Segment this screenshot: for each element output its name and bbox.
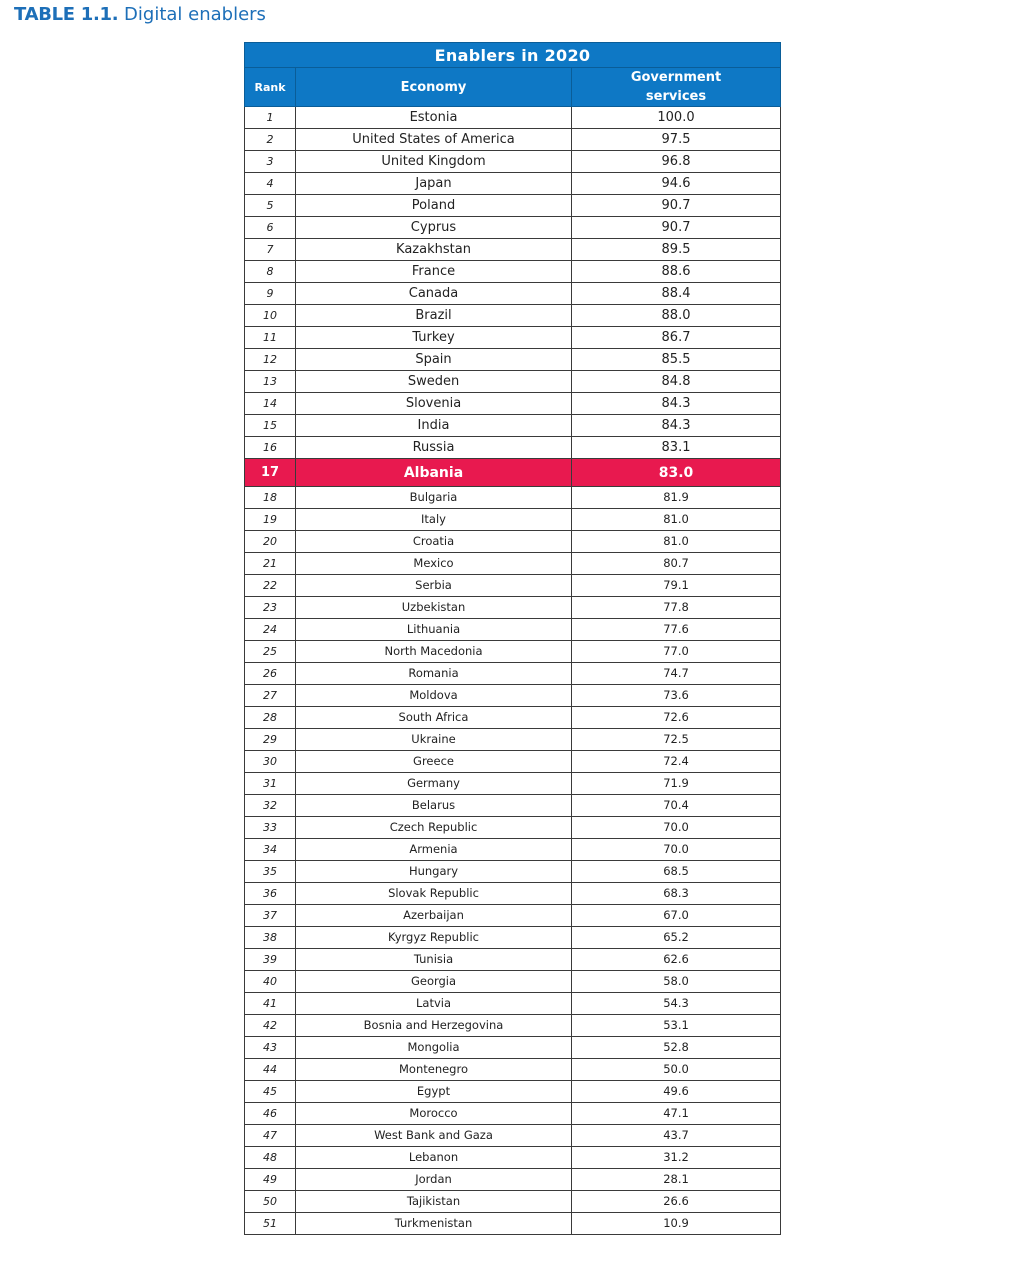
economy-cell: United Kingdom [296, 151, 572, 173]
column-header-government-services [572, 68, 781, 107]
rank-cell: 37 [245, 905, 296, 927]
table-row [245, 1081, 781, 1103]
table-row [245, 927, 781, 949]
government-services-cell: 72.4 [572, 751, 781, 773]
table-row [245, 1015, 781, 1037]
table-row [245, 817, 781, 839]
column-header-row [245, 68, 781, 107]
economy-cell: Armenia [296, 839, 572, 861]
rank-cell: 33 [245, 817, 296, 839]
table-body [245, 107, 781, 1235]
rank-cell: 7 [245, 239, 296, 261]
government-services-cell: 90.7 [572, 195, 781, 217]
rank-cell: 26 [245, 663, 296, 685]
column-header-economy: Economy [296, 68, 572, 107]
economy-cell: Greece [296, 751, 572, 773]
rank-cell: 45 [245, 1081, 296, 1103]
rank-cell: 29 [245, 729, 296, 751]
government-services-cell: 83.0 [572, 459, 781, 487]
table-row [245, 839, 781, 861]
government-services-cell: 26.6 [572, 1191, 781, 1213]
government-services-cell: 84.3 [572, 415, 781, 437]
table-row [245, 151, 781, 173]
government-services-cell: 52.8 [572, 1037, 781, 1059]
rank-cell: 39 [245, 949, 296, 971]
government-services-cell: 54.3 [572, 993, 781, 1015]
economy-cell: Russia [296, 437, 572, 459]
government-services-cell: 88.0 [572, 305, 781, 327]
economy-cell: Slovenia [296, 393, 572, 415]
government-services-cell: 65.2 [572, 927, 781, 949]
table-row [245, 949, 781, 971]
table-row [245, 327, 781, 349]
table-caption [14, 4, 266, 26]
caption-label: TABLE 1.1. [14, 4, 119, 25]
table-row [245, 1125, 781, 1147]
rank-cell: 31 [245, 773, 296, 795]
rank-cell: 27 [245, 685, 296, 707]
economy-cell: United States of America [296, 129, 572, 151]
column-header-rank: Rank [245, 68, 296, 107]
table-row [245, 1037, 781, 1059]
enablers-table [244, 42, 781, 1235]
table-row [245, 619, 781, 641]
government-services-cell: 96.8 [572, 151, 781, 173]
rank-cell: 42 [245, 1015, 296, 1037]
rank-cell: 10 [245, 305, 296, 327]
economy-cell: Montenegro [296, 1059, 572, 1081]
rank-cell: 13 [245, 371, 296, 393]
government-services-cell: 53.1 [572, 1015, 781, 1037]
rank-cell: 18 [245, 487, 296, 509]
economy-cell: Lithuania [296, 619, 572, 641]
table-row [245, 107, 781, 129]
economy-cell: Ukraine [296, 729, 572, 751]
table-row [245, 773, 781, 795]
government-services-cell: 73.6 [572, 685, 781, 707]
table-row [245, 129, 781, 151]
table-row [245, 173, 781, 195]
rank-cell: 48 [245, 1147, 296, 1169]
table-row [245, 531, 781, 553]
economy-cell: Cyprus [296, 217, 572, 239]
government-services-cell: 70.0 [572, 839, 781, 861]
economy-cell: Mexico [296, 553, 572, 575]
government-services-cell: 85.5 [572, 349, 781, 371]
economy-cell: Tajikistan [296, 1191, 572, 1213]
rank-cell: 23 [245, 597, 296, 619]
rank-cell: 32 [245, 795, 296, 817]
table-row [245, 283, 781, 305]
economy-cell: West Bank and Gaza [296, 1125, 572, 1147]
government-services-cell: 97.5 [572, 129, 781, 151]
rank-cell: 8 [245, 261, 296, 283]
table-row [245, 217, 781, 239]
economy-cell: Sweden [296, 371, 572, 393]
gov-header-line-2: services [645, 89, 707, 104]
group-header: Enablers in 2020 [245, 43, 781, 68]
rank-cell: 17 [245, 459, 296, 487]
table-row [245, 437, 781, 459]
economy-cell: Kyrgyz Republic [296, 927, 572, 949]
government-services-cell: 49.6 [572, 1081, 781, 1103]
government-services-cell: 88.6 [572, 261, 781, 283]
table-row [245, 487, 781, 509]
table-row [245, 575, 781, 597]
table-row [245, 597, 781, 619]
rank-cell: 36 [245, 883, 296, 905]
government-services-cell: 89.5 [572, 239, 781, 261]
rank-cell: 47 [245, 1125, 296, 1147]
rank-cell: 1 [245, 107, 296, 129]
economy-cell: South Africa [296, 707, 572, 729]
rank-cell: 41 [245, 993, 296, 1015]
economy-cell: Jordan [296, 1169, 572, 1191]
economy-cell: Albania [296, 459, 572, 487]
table-row [245, 751, 781, 773]
rank-cell: 15 [245, 415, 296, 437]
government-services-cell: 77.8 [572, 597, 781, 619]
table-row [245, 1169, 781, 1191]
table-row [245, 663, 781, 685]
government-services-cell: 47.1 [572, 1103, 781, 1125]
table-row [245, 1191, 781, 1213]
economy-cell: Hungary [296, 861, 572, 883]
government-services-cell: 58.0 [572, 971, 781, 993]
table-row [245, 993, 781, 1015]
economy-cell: Moldova [296, 685, 572, 707]
rank-cell: 20 [245, 531, 296, 553]
table-row-highlighted [245, 459, 781, 487]
economy-cell: Bulgaria [296, 487, 572, 509]
rank-cell: 19 [245, 509, 296, 531]
table-row [245, 349, 781, 371]
rank-cell: 49 [245, 1169, 296, 1191]
rank-cell: 24 [245, 619, 296, 641]
table-row [245, 415, 781, 437]
government-services-cell: 86.7 [572, 327, 781, 349]
table-row [245, 795, 781, 817]
economy-cell: Canada [296, 283, 572, 305]
government-services-cell: 70.0 [572, 817, 781, 839]
table-row [245, 195, 781, 217]
economy-cell: Poland [296, 195, 572, 217]
table-row [245, 239, 781, 261]
economy-cell: Turkmenistan [296, 1213, 572, 1235]
economy-cell: Spain [296, 349, 572, 371]
rank-cell: 38 [245, 927, 296, 949]
table-row [245, 707, 781, 729]
rank-cell: 30 [245, 751, 296, 773]
rank-cell: 50 [245, 1191, 296, 1213]
rank-cell: 28 [245, 707, 296, 729]
government-services-cell: 88.4 [572, 283, 781, 305]
table-row [245, 1213, 781, 1235]
group-header-row [245, 43, 781, 68]
economy-cell: Slovak Republic [296, 883, 572, 905]
government-services-cell: 72.6 [572, 707, 781, 729]
rank-cell: 2 [245, 129, 296, 151]
gov-header-line-1: Government [630, 70, 722, 85]
table-row [245, 641, 781, 663]
caption-title: Digital enablers [124, 4, 266, 25]
rank-cell: 6 [245, 217, 296, 239]
table-row [245, 261, 781, 283]
government-services-cell: 94.6 [572, 173, 781, 195]
rank-cell: 16 [245, 437, 296, 459]
table-row [245, 553, 781, 575]
economy-cell: Lebanon [296, 1147, 572, 1169]
government-services-cell: 77.6 [572, 619, 781, 641]
economy-cell: Brazil [296, 305, 572, 327]
government-services-cell: 68.3 [572, 883, 781, 905]
table-row [245, 1103, 781, 1125]
table-row [245, 1147, 781, 1169]
rank-cell: 12 [245, 349, 296, 371]
rank-cell: 22 [245, 575, 296, 597]
economy-cell: Serbia [296, 575, 572, 597]
economy-cell: Turkey [296, 327, 572, 349]
rank-cell: 3 [245, 151, 296, 173]
rank-cell: 34 [245, 839, 296, 861]
government-services-cell: 72.5 [572, 729, 781, 751]
economy-cell: Japan [296, 173, 572, 195]
government-services-cell: 81.9 [572, 487, 781, 509]
government-services-cell: 81.0 [572, 509, 781, 531]
economy-cell: Belarus [296, 795, 572, 817]
rank-cell: 44 [245, 1059, 296, 1081]
government-services-cell: 70.4 [572, 795, 781, 817]
government-services-cell: 84.8 [572, 371, 781, 393]
economy-cell: Mongolia [296, 1037, 572, 1059]
table-row [245, 371, 781, 393]
rank-cell: 11 [245, 327, 296, 349]
government-services-cell: 83.1 [572, 437, 781, 459]
economy-cell: Romania [296, 663, 572, 685]
economy-cell: Azerbaijan [296, 905, 572, 927]
government-services-cell: 50.0 [572, 1059, 781, 1081]
government-services-cell: 31.2 [572, 1147, 781, 1169]
government-services-cell: 79.1 [572, 575, 781, 597]
table-row [245, 305, 781, 327]
economy-cell: Tunisia [296, 949, 572, 971]
economy-cell: Kazakhstan [296, 239, 572, 261]
economy-cell: North Macedonia [296, 641, 572, 663]
economy-cell: Georgia [296, 971, 572, 993]
economy-cell: Italy [296, 509, 572, 531]
table-row [245, 861, 781, 883]
rank-cell: 5 [245, 195, 296, 217]
economy-cell: France [296, 261, 572, 283]
table-row [245, 883, 781, 905]
rank-cell: 43 [245, 1037, 296, 1059]
government-services-cell: 77.0 [572, 641, 781, 663]
economy-cell: Egypt [296, 1081, 572, 1103]
rank-cell: 51 [245, 1213, 296, 1235]
government-services-cell: 74.7 [572, 663, 781, 685]
government-services-cell: 81.0 [572, 531, 781, 553]
government-services-cell: 100.0 [572, 107, 781, 129]
economy-cell: Estonia [296, 107, 572, 129]
rank-cell: 21 [245, 553, 296, 575]
government-services-cell: 68.5 [572, 861, 781, 883]
table-row [245, 393, 781, 415]
table-row [245, 971, 781, 993]
government-services-cell: 80.7 [572, 553, 781, 575]
government-services-cell: 84.3 [572, 393, 781, 415]
rank-cell: 4 [245, 173, 296, 195]
rank-cell: 25 [245, 641, 296, 663]
government-services-cell: 43.7 [572, 1125, 781, 1147]
rank-cell: 40 [245, 971, 296, 993]
rank-cell: 9 [245, 283, 296, 305]
government-services-cell: 62.6 [572, 949, 781, 971]
economy-cell: Croatia [296, 531, 572, 553]
rank-cell: 46 [245, 1103, 296, 1125]
economy-cell: India [296, 415, 572, 437]
rank-cell: 35 [245, 861, 296, 883]
economy-cell: Czech Republic [296, 817, 572, 839]
government-services-cell: 90.7 [572, 217, 781, 239]
economy-cell: Bosnia and Herzegovina [296, 1015, 572, 1037]
table-row [245, 1059, 781, 1081]
economy-cell: Morocco [296, 1103, 572, 1125]
economy-cell: Uzbekistan [296, 597, 572, 619]
table-row [245, 685, 781, 707]
government-services-cell: 71.9 [572, 773, 781, 795]
economy-cell: Germany [296, 773, 572, 795]
government-services-cell: 67.0 [572, 905, 781, 927]
rank-cell: 14 [245, 393, 296, 415]
government-services-cell: 28.1 [572, 1169, 781, 1191]
government-services-cell: 10.9 [572, 1213, 781, 1235]
table-row [245, 729, 781, 751]
table-row [245, 509, 781, 531]
table-row [245, 905, 781, 927]
economy-cell: Latvia [296, 993, 572, 1015]
